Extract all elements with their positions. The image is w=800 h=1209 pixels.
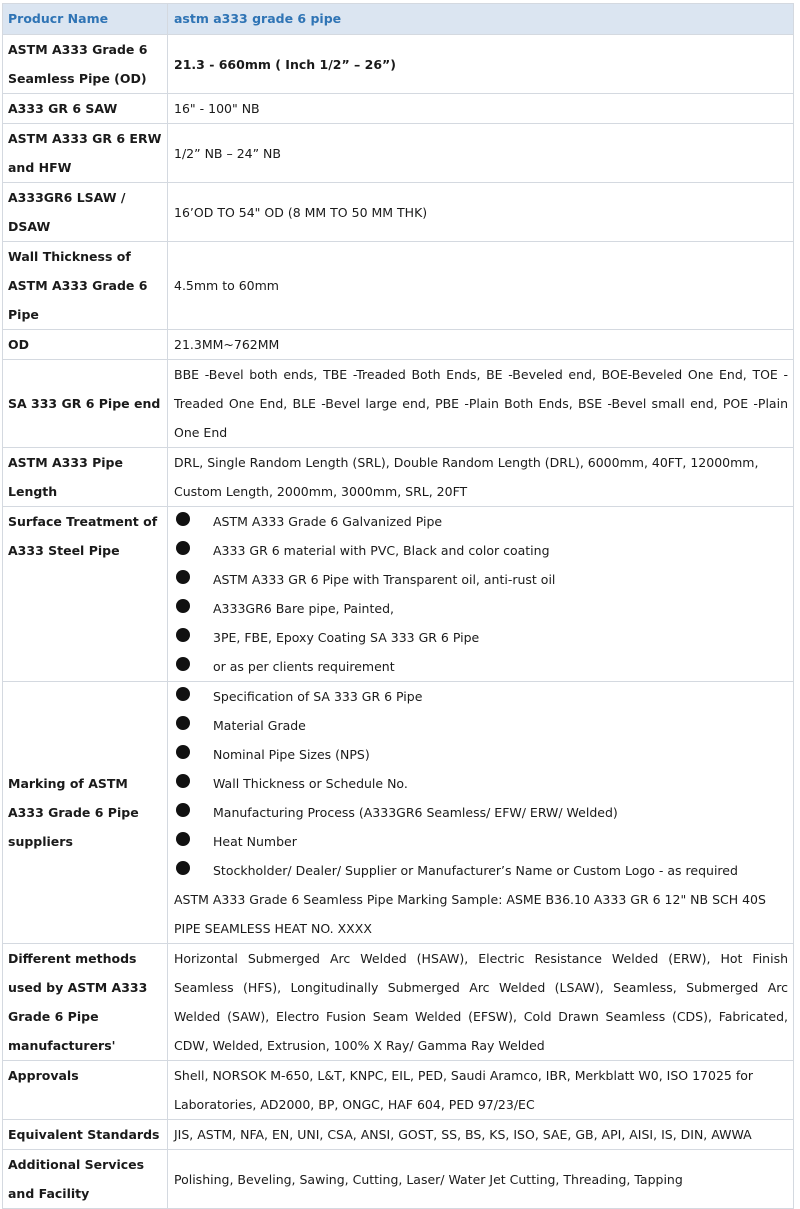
- bullet-icon: [176, 657, 190, 671]
- row-label: Different methods used by ASTM A333 Grade 6 Pipe manufacturers': [3, 944, 168, 1061]
- header-label: Producr Name: [3, 4, 168, 35]
- list-item: [174, 798, 788, 827]
- list-item-text: Wall Thickness or Schedule No.: [213, 776, 408, 791]
- row-label: SA 333 GR 6 Pipe end: [3, 360, 168, 448]
- row-label: Additional Services and Facility: [3, 1150, 168, 1209]
- row-value: 4.5mm to 60mm: [168, 242, 794, 330]
- row-value: DRL, Single Random Length (SRL), Double Random Length (DRL), 6000mm, 40FT, 12000mm, Custom Length, 2000mm, 3000mm, SRL, 20FT: [168, 448, 794, 507]
- row-value: Polishing, Beveling, Sawing, Cutting, Laser/ Water Jet Cutting, Threading, Tapping: [168, 1150, 794, 1209]
- list-item: [174, 507, 788, 536]
- table-row: [3, 448, 794, 507]
- row-label: Approvals: [3, 1061, 168, 1120]
- row-label: ASTM A333 GR 6 ERW and HFW: [3, 124, 168, 183]
- list-item: [174, 623, 788, 652]
- bullet-icon: [176, 541, 190, 555]
- bullet-list: [168, 682, 794, 944]
- bullet-icon: [176, 687, 190, 701]
- row-value: 16" - 100" NB: [168, 94, 794, 124]
- list-item-text: Nominal Pipe Sizes (NPS): [213, 747, 370, 762]
- row-value: 21.3 - 660mm ( Inch 1/2” – 26”): [168, 35, 794, 94]
- table-row: [3, 183, 794, 242]
- table-row-surface-treatment: [3, 507, 794, 682]
- bullet-icon: [176, 512, 190, 526]
- table-row: [3, 242, 794, 330]
- list-item-text: Manufacturing Process (A333GR6 Seamless/ EFW/ ERW/ Welded): [213, 805, 618, 820]
- bullet-icon: [176, 861, 190, 875]
- row-label: A333 GR 6 SAW: [3, 94, 168, 124]
- table-row-marking: [3, 682, 794, 944]
- table-row: [3, 360, 794, 448]
- list-item: [174, 769, 788, 798]
- row-label: A333GR6 LSAW / DSAW: [3, 183, 168, 242]
- row-value: Horizontal Submerged Arc Welded (HSAW), Electric Resistance Welded (ERW), Hot Finish Seamless (HFS), Longitudinally Submerged Arc Welded (LSAW), Seamless, Submerged Arc Welded (SAW), Electro Fusion Seam Welded (EFSW), Cold Drawn Seamless (CDS), Fabricated, CDW, Welded, Extrusion, 100% X Ray/ Gamma Ray Welded: [168, 944, 794, 1061]
- list-item-text: A333GR6 Bare pipe, Painted,: [213, 601, 394, 616]
- list-item: [174, 682, 788, 711]
- row-label: ASTM A333 Pipe Length: [3, 448, 168, 507]
- bullet-icon: [176, 745, 190, 759]
- bullet-icon: [176, 628, 190, 642]
- list-item: [174, 740, 788, 769]
- list-item: [174, 856, 788, 885]
- bullet-list: [168, 507, 794, 682]
- list-item: [174, 565, 788, 594]
- bullet-icon: [176, 774, 190, 788]
- list-item: [174, 652, 788, 681]
- row-label: Wall Thickness of ASTM A333 Grade 6 Pipe: [3, 242, 168, 330]
- list-item-text: or as per clients requirement: [213, 659, 395, 674]
- list-item-text: Material Grade: [213, 718, 306, 733]
- table-header-row: [3, 4, 794, 35]
- row-value: Shell, NORSOK M-650, L&T, KNPC, EIL, PED, Saudi Aramco, IBR, Merkblatt W0, ISO 17025 for Laboratories, AD2000, BP, ONGC, HAF 604, PED 97/23/EC: [168, 1061, 794, 1120]
- row-label: OD: [3, 330, 168, 360]
- row-value: 16’OD TO 54" OD (8 MM TO 50 MM THK): [168, 183, 794, 242]
- bullet-icon: [176, 599, 190, 613]
- row-label: Surface Treatment of A333 Steel Pipe: [3, 507, 168, 682]
- row-value: JIS, ASTM, NFA, EN, UNI, CSA, ANSI, GOST, SS, BS, KS, ISO, SAE, GB, API, AISI, IS, DIN, AWWA: [168, 1120, 794, 1150]
- table-row: [3, 1150, 794, 1209]
- list-item-text: Specification of SA 333 GR 6 Pipe: [213, 689, 423, 704]
- list-item-text: Stockholder/ Dealer/ Supplier or Manufacturer’s Name or Custom Logo - as required: [213, 863, 738, 878]
- row-value: 1/2” NB – 24” NB: [168, 124, 794, 183]
- list-item-text: ASTM A333 Grade 6 Galvanized Pipe: [213, 514, 443, 529]
- row-label: Marking of ASTM A333 Grade 6 Pipe suppliers: [3, 682, 168, 944]
- list-item-text: ASTM A333 GR 6 Pipe with Transparent oil, anti-rust oil: [213, 572, 556, 587]
- list-item: [174, 536, 788, 565]
- bullet-icon: [176, 832, 190, 846]
- header-value: astm a333 grade 6 pipe: [168, 4, 794, 35]
- row-value: 21.3MM~762MM: [168, 330, 794, 360]
- bullet-icon: [176, 716, 190, 730]
- row-label: Equivalent Standards: [3, 1120, 168, 1150]
- list-item: [174, 711, 788, 740]
- marking-sample: ASTM A333 Grade 6 Seamless Pipe Marking Sample: ASME B36.10 A333 GR 6 12" NB SCH 40S PIPE SEAMLESS HEAT NO. XXXX: [174, 892, 766, 936]
- product-spec-table: [2, 3, 794, 1209]
- table-row: [3, 330, 794, 360]
- row-label: ASTM A333 Grade 6 Seamless Pipe (OD): [3, 35, 168, 94]
- list-item-text: A333 GR 6 material with PVC, Black and color coating: [213, 543, 550, 558]
- bullet-icon: [176, 803, 190, 817]
- list-item-text: 3PE, FBE, Epoxy Coating SA 333 GR 6 Pipe: [213, 630, 480, 645]
- table-row: [3, 944, 794, 1061]
- table-row: [3, 35, 794, 94]
- list-item: [174, 827, 788, 856]
- list-item: [174, 594, 788, 623]
- row-value: BBE -Bevel both ends, TBE -Treaded Both Ends, BE -Beveled end, BOE-Beveled One End, TOE -Treaded One End, BLE -Bevel large end, PBE -Plain Both Ends, BSE -Bevel small end, POE -Plain One End: [168, 360, 794, 448]
- table-row: [3, 1061, 794, 1120]
- table-row: [3, 94, 794, 124]
- list-item-text: Heat Number: [213, 834, 297, 849]
- table-row: [3, 1120, 794, 1150]
- table-row: [3, 124, 794, 183]
- bullet-icon: [176, 570, 190, 584]
